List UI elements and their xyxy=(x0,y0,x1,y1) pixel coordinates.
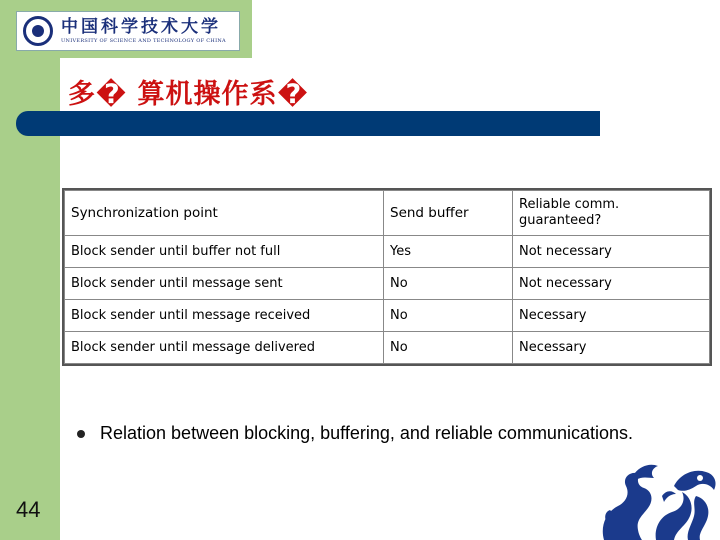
semantics-table xyxy=(62,188,712,366)
table-row xyxy=(65,300,710,332)
table-cell: Necessary xyxy=(513,332,710,364)
table-cell: Block sender until message delivered xyxy=(65,332,384,364)
table-cell: Block sender until message sent xyxy=(65,268,384,300)
header-synchronization-point: Synchronization point xyxy=(65,191,384,236)
university-logo xyxy=(16,11,240,51)
logo-chinese-name: 中国科学技术大学 xyxy=(61,17,221,37)
table-cell: Block sender until buffer not full xyxy=(65,236,384,268)
title-underline-bar xyxy=(16,111,600,136)
table-cell: Not necessary xyxy=(513,268,710,300)
bullet-icon xyxy=(77,430,85,438)
table-cell: Not necessary xyxy=(513,236,710,268)
table-cell: Necessary xyxy=(513,300,710,332)
table-cell: Block sender until message received xyxy=(65,300,384,332)
logo-panel xyxy=(0,0,252,58)
left-accent-bar xyxy=(0,0,60,540)
header-reliable-comm xyxy=(513,191,710,236)
header-send-buffer: Send buffer xyxy=(384,191,513,236)
table-cell: No xyxy=(384,268,513,300)
slide-title: 多� 算机操作系� xyxy=(68,79,309,110)
table-header-row xyxy=(65,191,710,236)
header-reliable-comm-text: Reliable comm. guaranteed? xyxy=(519,197,620,228)
logo-text xyxy=(61,18,226,44)
table-cell: No xyxy=(384,332,513,364)
table-row xyxy=(65,268,710,300)
logo-english-name: UNIVERSITY OF SCIENCE AND TECHNOLOGY OF CHINA xyxy=(61,38,226,44)
figure-caption: Relation between blocking, buffering, and reliable communications. xyxy=(100,423,633,443)
table-row xyxy=(65,236,710,268)
table-row xyxy=(65,332,710,364)
table-cell: Yes xyxy=(384,236,513,268)
university-emblem-icon xyxy=(23,16,53,46)
page-number: 44 xyxy=(16,497,41,522)
dragon-decoration-icon xyxy=(596,456,720,540)
table-cell: No xyxy=(384,300,513,332)
